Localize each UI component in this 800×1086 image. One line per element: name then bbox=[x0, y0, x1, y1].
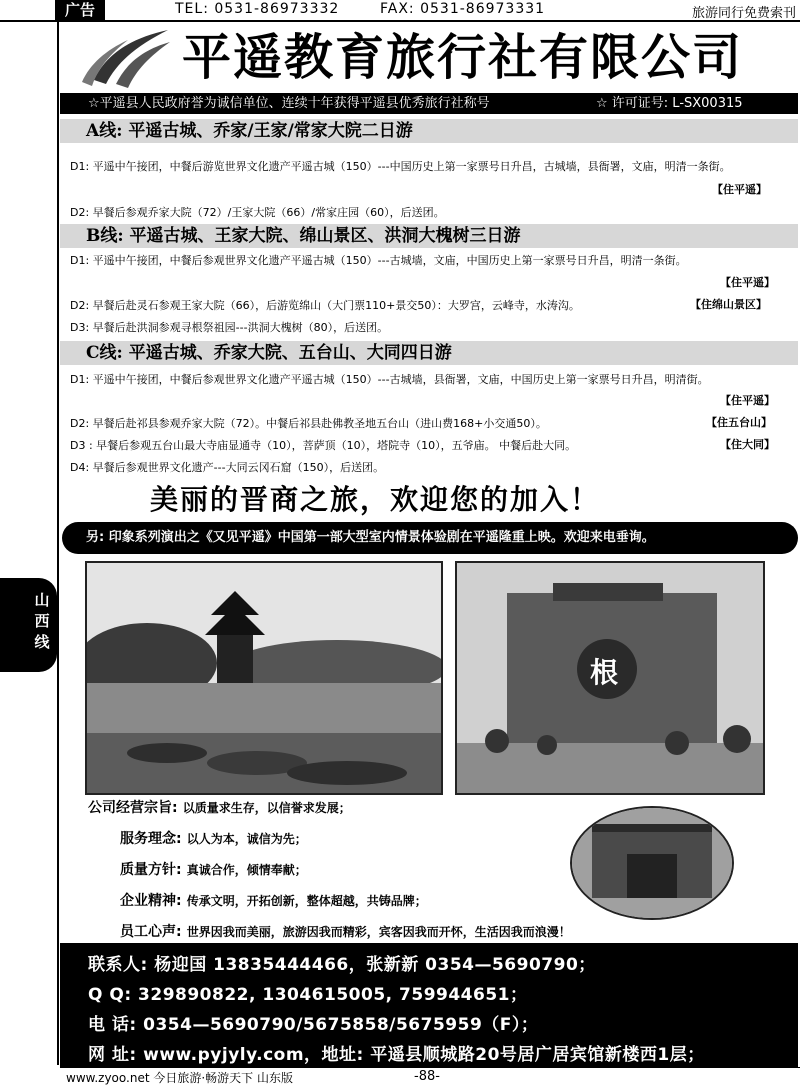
gate-sign: 根 bbox=[590, 656, 619, 689]
value-key: 质量方针: bbox=[120, 862, 182, 878]
route-a-day-2: D2: 早餐后参观乔家大院（72）/王家大院（66）/常家庄园（60），后送团。 bbox=[70, 206, 445, 219]
value-row bbox=[120, 921, 571, 941]
show-text: 另: 印象系列演出之《又见平遥》中国第一部大型室内情景体验剧在平遥隆重上映。欢迎来电垂询。 bbox=[86, 530, 655, 545]
company-name: 平遥教育旅行社有限公司 bbox=[182, 28, 744, 86]
route-b-day-1: D1: 平遥中午接团，中餐后参观世界文化遗产平遥古城（150）---古城墙，文庙，中国历史上第一家票号日升昌，明清一条街。 bbox=[70, 254, 687, 267]
route-b-day-1-stay: 【住平遥】 bbox=[720, 276, 775, 289]
footer-site: www.zyoo.net 今日旅游·畅游天下 山东版 bbox=[66, 1071, 293, 1085]
value-row bbox=[120, 828, 307, 848]
footer-divider bbox=[60, 1067, 800, 1068]
value-row bbox=[88, 797, 351, 817]
route-c-day-3-stay: 【住大同】 bbox=[720, 438, 775, 451]
value-text: 真诚合作，倾情奉献； bbox=[186, 863, 307, 877]
fax-number: FAX: 0531-86973331 bbox=[380, 1, 546, 17]
region-tab-label: 山西线 bbox=[34, 591, 50, 651]
pagoda-lake-photo bbox=[85, 561, 443, 795]
value-text: 世界因我而美丽，旅游因我而精彩，宾客因我而开怀，生活因我而浪漫！ bbox=[186, 925, 571, 939]
value-text: 以人为本，诚信为先； bbox=[186, 832, 307, 846]
route-a-title: A线: 平遥古城、乔家/王家/常家大院二日游 bbox=[86, 121, 413, 141]
route-c-day-1-stay: 【住平遥】 bbox=[720, 394, 775, 407]
value-key: 公司经营宗旨: bbox=[88, 800, 178, 816]
contact-qq: Q Q: 329890822, 1304615005, 759944651； bbox=[88, 985, 528, 1005]
route-b-header bbox=[60, 224, 798, 248]
route-c-title: C线: 平遥古城、乔家大院、五台山、大同四日游 bbox=[86, 343, 452, 363]
route-b-day-3: D3: 早餐后赴洪洞参观寻根祭祖园---洪洞大槐树（80），后送团。 bbox=[70, 321, 389, 334]
day-text: D1: 平遥中午接团，中餐后游览世界文化遗产平遥古城（150）---中国历史上第一家票号日升昌，古城墙，县衙署，文庙，明清一条街。 bbox=[70, 160, 731, 173]
tour-slogan: 美丽的晋商之旅，欢迎您的加入！ bbox=[150, 483, 601, 516]
contact-phone: 电 话: 0354—5690790/5675858/5675959（F）； bbox=[88, 1015, 539, 1035]
route-b-title: B线: 平遥古城、王家大院、绵山景区、洪洞大槐树三日游 bbox=[86, 226, 521, 246]
route-a-day-1 bbox=[70, 157, 782, 177]
ancestral-gate-photo bbox=[455, 561, 765, 795]
ad-tag: 广告 bbox=[55, 0, 105, 20]
value-text: 以质量求生存，以信誉求发展； bbox=[182, 801, 351, 815]
value-text: 传承文明，开拓创新，整体超越，共铸品牌； bbox=[186, 894, 427, 908]
contact-block bbox=[60, 943, 798, 1067]
value-key: 服务理念: bbox=[120, 831, 182, 847]
route-c-day-3: D3 : 早餐后参观五台山最大寺庙显通寺（10），菩萨顶（10），塔院寺（10），五爷庙。 中餐后赴大同。 bbox=[70, 439, 577, 452]
company-logo bbox=[76, 24, 172, 90]
header-slogan: 旅游同行免费索刊 bbox=[691, 6, 796, 21]
tel-number: TEL: 0531-86973332 bbox=[175, 1, 340, 17]
honor-text: ☆平遥县人民政府誉为诚信单位、连续十年获得平遥县优秀旅行社称号 bbox=[88, 96, 490, 111]
contact-persons: 联系人: 杨迎国 13835444466，张新新 0354—5690790； bbox=[88, 955, 596, 975]
value-key: 企业精神: bbox=[120, 893, 182, 909]
route-c-header bbox=[60, 341, 798, 365]
route-c-day-2: D2: 早餐后赴祁县参观乔家大院（72）。中餐后祁县赴佛教圣地五台山（进山费168+小交通50）。 bbox=[70, 417, 547, 430]
value-row bbox=[120, 859, 307, 879]
route-b-day-2: D2: 早餐后赴灵石参观王家大院（66），后游览绵山（大门票110+景交50）：大罗宫，云峰寺，水涛沟。 bbox=[70, 299, 580, 312]
value-row bbox=[120, 890, 427, 910]
honor-bar bbox=[60, 93, 798, 114]
show-banner bbox=[62, 522, 798, 554]
route-c-day-4: D4: 早餐后参观世界文化遗产---大同云冈石窟（150），后送团。 bbox=[70, 461, 385, 474]
route-a-header bbox=[60, 119, 798, 143]
value-key: 员工心声: bbox=[120, 924, 182, 940]
route-c-day-2-stay: 【住五台山】 bbox=[706, 416, 772, 429]
route-c-day-1: D1: 平遥中午接团，中餐后参观世界文化遗产平遥古城（150）---古城墙，县衙署，文庙，中国历史上第一家票号日升昌，明清街。 bbox=[70, 373, 709, 386]
contact-website-address: 网 址: www.pyjyly.com，地址: 平遥县顺城路20号居广居宾馆新楼西1层； bbox=[88, 1045, 705, 1065]
page-number: -88- bbox=[414, 1069, 440, 1084]
route-b-day-2-stay: 【住绵山景区】 bbox=[690, 298, 767, 311]
courtyard-oval-photo bbox=[570, 806, 734, 920]
license-number: ☆ 许可证号: L-SX00315 bbox=[596, 96, 743, 111]
route-a-day-1-stay: 【住平遥】 bbox=[712, 183, 767, 196]
gutter-line bbox=[57, 20, 59, 1065]
